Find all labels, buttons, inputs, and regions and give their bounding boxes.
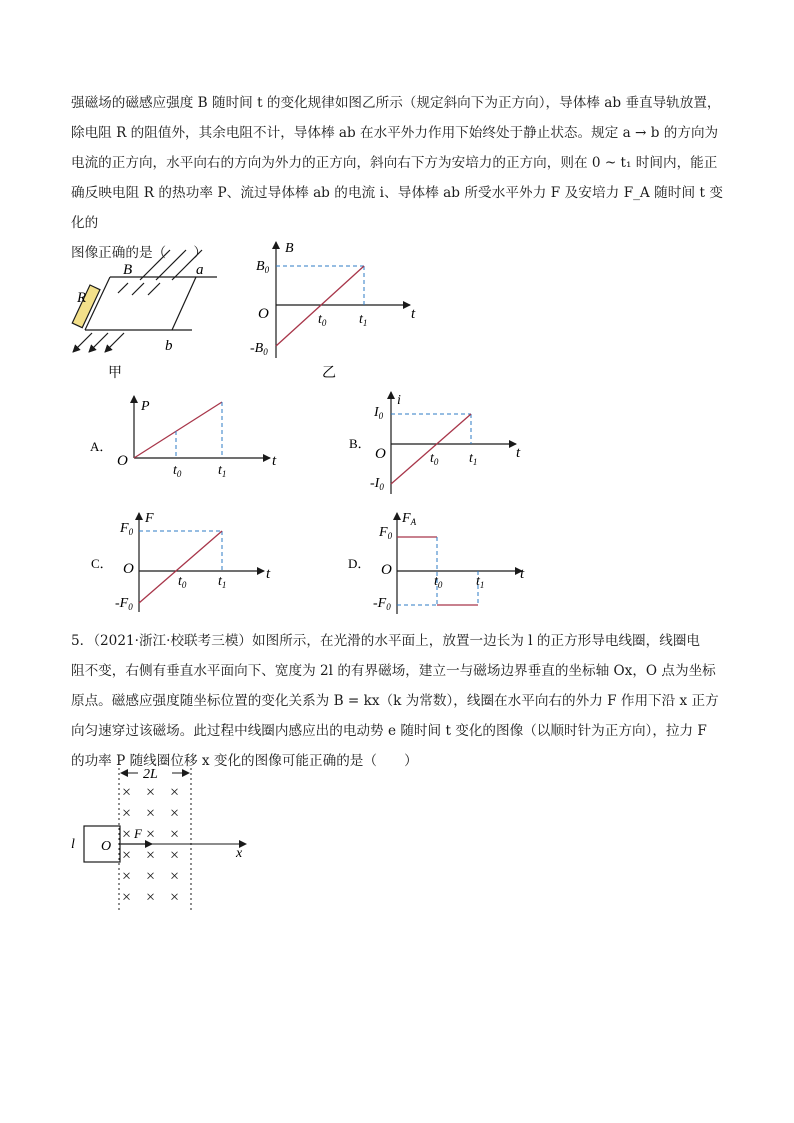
field-cross: × — [146, 805, 156, 822]
A-t0: $t_0$ — [173, 463, 182, 479]
C-axis-t: t — [266, 566, 271, 582]
option-D-label: D． — [348, 556, 371, 571]
C-t0: $t_0$ — [178, 574, 187, 590]
B-axis-i: i — [397, 393, 401, 408]
field-cross: × — [146, 847, 156, 864]
A-origin: O — [117, 453, 128, 469]
fig5-side-l: l — [71, 837, 75, 852]
D-origin: O — [381, 562, 392, 578]
fig5-origin: O — [101, 839, 112, 854]
field-line-3-lower — [148, 283, 160, 295]
field-cross: × — [122, 784, 132, 801]
q5-line-1: 5．（2021·浙江·校联考三模）如图所示，在光滑的水平面上，放置一边长为 l 的正方形导电线圈，线圈电 — [71, 633, 701, 649]
D-F0: $F_0$ — [379, 525, 393, 541]
option-B-label: B． — [349, 436, 371, 451]
jia-label-B: B — [123, 262, 133, 278]
C-t1: $t_1$ — [218, 574, 227, 590]
B-negI0: $-I_0$ — [370, 476, 384, 492]
yi-caption: 乙 — [322, 366, 336, 381]
q5-line-5: 的功率 P 随线圈位移 x 变化的图像可能正确的是（ ） — [71, 753, 418, 769]
field-cross: × — [146, 784, 156, 801]
option-C-label: C． — [91, 556, 113, 571]
field-cross: × — [146, 868, 156, 885]
field-arrow-1 — [73, 333, 92, 352]
D-t0: $t_0$ — [434, 574, 443, 590]
B-axis-t: t — [516, 445, 521, 461]
field-cross: × — [122, 868, 132, 885]
jia-label-a: a — [196, 262, 204, 278]
A-t1: $t_1$ — [218, 463, 227, 479]
C-axis-F: F — [145, 511, 154, 526]
C-negF0: $-F_0$ — [115, 596, 133, 612]
option-B-graph — [391, 392, 516, 494]
field-cross: × — [122, 889, 132, 906]
yi-t1: $t_1$ — [359, 312, 368, 328]
fig5-width-label: 2L — [143, 767, 158, 782]
option-A-label: A． — [90, 439, 113, 454]
field-cross: × — [146, 889, 156, 906]
yi-origin: O — [258, 306, 269, 322]
field-arrow-2 — [89, 333, 108, 352]
q4-line-3: 电流的正方向，水平向右的方向为外力的正方向，斜向右下方为安培力的正方向，则在 0 ~ t₁ 时间内，能正 — [71, 155, 718, 171]
field-cross: × — [170, 784, 180, 801]
B-t1: $t_1$ — [469, 451, 478, 467]
option-C-graph — [139, 513, 264, 612]
option-A-graph — [134, 396, 270, 458]
field-cross: × — [170, 889, 180, 906]
rod-ab — [172, 277, 196, 330]
field-cross: × — [122, 826, 132, 843]
field-cross: × — [170, 826, 180, 843]
field-line-2 — [156, 250, 186, 280]
option-D-graph — [397, 513, 522, 614]
A-axis-P: P — [141, 399, 150, 414]
field-line-1-lower — [118, 283, 128, 293]
A-axis-t: t — [272, 453, 277, 469]
field-cross: × — [122, 847, 132, 864]
C-F-line — [139, 531, 222, 603]
jia-caption: 甲 — [108, 366, 122, 381]
D-axis-t: t — [520, 566, 525, 582]
field-cross: × — [170, 868, 180, 885]
D-axis-FA: $F_A$ — [402, 511, 417, 527]
D-t1: $t_1$ — [476, 574, 485, 590]
q5-line-2: 阻不变，右侧有垂直水平面向下、宽度为 2l 的有界磁场，建立一与磁场边界垂直的坐标轴 Ox，O 点为坐标 — [71, 663, 716, 679]
field-line-2-lower — [132, 283, 144, 295]
B-i-line — [391, 414, 471, 484]
field-cross: × — [122, 805, 132, 822]
yi-axis-B: B — [285, 241, 294, 256]
B-t0: $t_0$ — [430, 451, 439, 467]
field-cross: × — [146, 826, 156, 843]
q4-line-4: 确反映电阻 R 的热功率 P、流过导体棒 ab 的电流 i、导体棒 ab 所受水平外力 F 及安培力 F_A 随时间 t 变化的 — [71, 185, 723, 231]
yi-negB0: $-B_0$ — [250, 341, 268, 357]
field-line-1 — [140, 250, 170, 280]
q4-line-5: 图像正确的是（ ） — [71, 245, 207, 261]
B-I0: $I_0$ — [374, 405, 384, 421]
yi-B-line — [276, 266, 364, 346]
C-origin: O — [123, 561, 134, 577]
q5-line-3: 原点。磁感应强度随坐标位置的变化关系为 B = kx（k 为常数），线圈在水平向右的外力 F 作用下沿 x 正方 — [71, 693, 719, 709]
yi-t0: $t_0$ — [318, 312, 327, 328]
jia-label-R: R — [77, 290, 87, 306]
q4-line-1: 强磁场的磁感应强度 B 随时间 t 的变化规律如图乙所示（规定斜向下为正方向），导体棒 ab 垂直导轨放置， — [71, 95, 721, 111]
D-negF0: $-F_0$ — [373, 596, 391, 612]
fig5-force-F: F — [134, 826, 142, 841]
B-origin: O — [375, 446, 386, 462]
field-crosses — [122, 784, 179, 906]
field-cross: × — [170, 847, 180, 864]
C-F0: $F_0$ — [120, 521, 134, 537]
q4-line-2: 除电阻 R 的阻值外，其余电阻不计，导体棒 ab 在水平外力作用下始终处于静止状态。规定 a → b 的方向为 — [71, 125, 719, 141]
yi-B0: $B_0$ — [256, 259, 270, 275]
yi-axis-t: t — [411, 306, 416, 322]
fig5-axis-x: x — [236, 846, 243, 861]
question-5-text — [71, 626, 723, 776]
figure-yi — [276, 242, 410, 358]
field-arrow-3 — [105, 333, 124, 352]
q5-line-4: 向匀速穿过该磁场。此过程中线圈内感应出的电动势 e 随时间 t 变化的图像（以顺时针为正方向），拉力 F — [71, 723, 707, 739]
field-cross: × — [170, 805, 180, 822]
jia-label-b: b — [165, 338, 173, 354]
